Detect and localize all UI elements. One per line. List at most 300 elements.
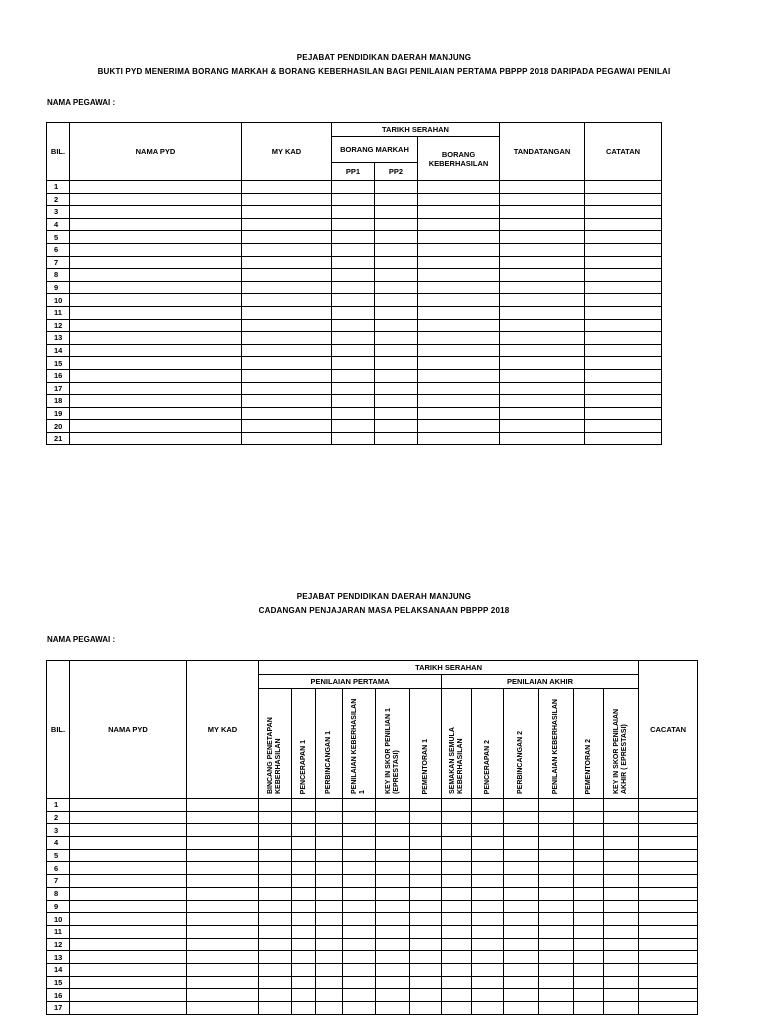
form2-entry-cell[interactable] [639,849,698,862]
form2-entry-cell[interactable] [316,811,343,824]
form1-entry-cell[interactable] [70,256,242,269]
form2-entry-cell[interactable] [574,811,604,824]
form2-entry-cell[interactable] [376,887,410,900]
form1-entry-cell[interactable] [242,382,332,395]
form2-entry-cell[interactable] [376,913,410,926]
form1-entry-cell[interactable] [375,420,418,433]
form1-entry-cell[interactable] [500,332,585,345]
form2-entry-cell[interactable] [410,925,442,938]
form2-entry-cell[interactable] [539,913,574,926]
form1-entry-cell[interactable] [585,231,662,244]
form2-entry-cell[interactable] [70,989,187,1002]
form2-entry-cell[interactable] [442,900,472,913]
form2-entry-cell[interactable] [539,976,574,989]
form2-entry-cell[interactable] [292,811,316,824]
form2-entry-cell[interactable] [472,824,504,837]
form2-entry-cell[interactable] [343,837,376,850]
form1-entry-cell[interactable] [375,382,418,395]
form1-entry-cell[interactable] [418,357,500,370]
form2-entry-cell[interactable] [604,849,639,862]
form1-entry-cell[interactable] [585,218,662,231]
form2-entry-cell[interactable] [292,837,316,850]
form2-entry-cell[interactable] [259,837,292,850]
form2-entry-cell[interactable] [539,989,574,1002]
form2-entry-cell[interactable] [442,837,472,850]
form2-entry-cell[interactable] [639,963,698,976]
form1-entry-cell[interactable] [585,206,662,219]
form1-entry-cell[interactable] [418,243,500,256]
form1-entry-cell[interactable] [332,420,375,433]
form2-entry-cell[interactable] [410,900,442,913]
form2-entry-cell[interactable] [539,938,574,951]
form1-entry-cell[interactable] [70,281,242,294]
form1-entry-cell[interactable] [332,407,375,420]
form2-entry-cell[interactable] [376,875,410,888]
form2-entry-cell[interactable] [343,824,376,837]
form1-entry-cell[interactable] [585,395,662,408]
form2-entry-cell[interactable] [639,989,698,1002]
form2-entry-cell[interactable] [442,887,472,900]
form2-entry-cell[interactable] [574,913,604,926]
form2-entry-cell[interactable] [292,938,316,951]
form1-entry-cell[interactable] [242,193,332,206]
form2-entry-cell[interactable] [442,989,472,1002]
form2-entry-cell[interactable] [187,837,259,850]
form1-entry-cell[interactable] [242,319,332,332]
form1-entry-cell[interactable] [418,206,500,219]
form1-entry-cell[interactable] [242,395,332,408]
form2-entry-cell[interactable] [292,900,316,913]
form2-entry-cell[interactable] [316,875,343,888]
form1-entry-cell[interactable] [70,432,242,445]
form2-entry-cell[interactable] [574,976,604,989]
form1-entry-cell[interactable] [418,306,500,319]
form2-entry-cell[interactable] [187,951,259,964]
form1-entry-cell[interactable] [332,256,375,269]
form2-entry-cell[interactable] [70,849,187,862]
form2-entry-cell[interactable] [343,963,376,976]
form1-entry-cell[interactable] [332,344,375,357]
form2-entry-cell[interactable] [639,951,698,964]
form2-entry-cell[interactable] [376,925,410,938]
form1-entry-cell[interactable] [242,256,332,269]
form2-entry-cell[interactable] [472,951,504,964]
form2-entry-cell[interactable] [316,913,343,926]
form1-entry-cell[interactable] [70,231,242,244]
form2-entry-cell[interactable] [442,925,472,938]
form1-entry-cell[interactable] [242,243,332,256]
form2-entry-cell[interactable] [472,900,504,913]
form2-entry-cell[interactable] [604,837,639,850]
form2-entry-cell[interactable] [292,849,316,862]
form2-entry-cell[interactable] [259,925,292,938]
form2-entry-cell[interactable] [472,938,504,951]
form2-entry-cell[interactable] [316,849,343,862]
form1-entry-cell[interactable] [70,407,242,420]
form2-entry-cell[interactable] [259,963,292,976]
form1-entry-cell[interactable] [70,332,242,345]
form1-entry-cell[interactable] [500,269,585,282]
form2-entry-cell[interactable] [639,799,698,812]
form1-entry-cell[interactable] [418,432,500,445]
form2-entry-cell[interactable] [639,1002,698,1015]
form2-entry-cell[interactable] [639,900,698,913]
form1-entry-cell[interactable] [242,369,332,382]
form1-entry-cell[interactable] [332,369,375,382]
form1-entry-cell[interactable] [332,357,375,370]
form1-entry-cell[interactable] [70,382,242,395]
form1-entry-cell[interactable] [70,306,242,319]
form1-entry-cell[interactable] [585,420,662,433]
form1-entry-cell[interactable] [242,294,332,307]
form2-entry-cell[interactable] [574,887,604,900]
form2-entry-cell[interactable] [292,976,316,989]
form2-entry-cell[interactable] [292,887,316,900]
form1-entry-cell[interactable] [375,332,418,345]
form2-entry-cell[interactable] [410,811,442,824]
form2-entry-cell[interactable] [410,989,442,1002]
form1-entry-cell[interactable] [332,181,375,194]
form1-entry-cell[interactable] [375,218,418,231]
form2-entry-cell[interactable] [343,925,376,938]
form2-entry-cell[interactable] [316,887,343,900]
form1-entry-cell[interactable] [375,231,418,244]
form1-entry-cell[interactable] [585,357,662,370]
form2-entry-cell[interactable] [639,887,698,900]
form2-entry-cell[interactable] [504,799,539,812]
form2-entry-cell[interactable] [316,925,343,938]
form1-entry-cell[interactable] [70,344,242,357]
form2-entry-cell[interactable] [472,887,504,900]
form2-entry-cell[interactable] [639,811,698,824]
form2-entry-cell[interactable] [504,913,539,926]
form1-entry-cell[interactable] [418,332,500,345]
form2-entry-cell[interactable] [639,875,698,888]
form2-entry-cell[interactable] [187,862,259,875]
form2-entry-cell[interactable] [539,875,574,888]
form2-entry-cell[interactable] [410,963,442,976]
form1-entry-cell[interactable] [375,269,418,282]
form1-entry-cell[interactable] [375,357,418,370]
form2-entry-cell[interactable] [376,799,410,812]
form2-entry-cell[interactable] [574,951,604,964]
form1-entry-cell[interactable] [585,181,662,194]
form1-entry-cell[interactable] [70,357,242,370]
form1-entry-cell[interactable] [585,256,662,269]
form2-entry-cell[interactable] [504,963,539,976]
form2-entry-cell[interactable] [376,849,410,862]
form2-entry-cell[interactable] [70,1002,187,1015]
form2-entry-cell[interactable] [504,811,539,824]
form2-entry-cell[interactable] [187,938,259,951]
form2-entry-cell[interactable] [187,849,259,862]
form2-entry-cell[interactable] [70,824,187,837]
form1-entry-cell[interactable] [585,281,662,294]
form1-entry-cell[interactable] [585,269,662,282]
form2-entry-cell[interactable] [442,849,472,862]
form2-entry-cell[interactable] [410,799,442,812]
form2-entry-cell[interactable] [604,989,639,1002]
form2-entry-cell[interactable] [410,824,442,837]
form2-entry-cell[interactable] [70,900,187,913]
form1-entry-cell[interactable] [500,306,585,319]
form2-entry-cell[interactable] [259,913,292,926]
form2-entry-cell[interactable] [539,1002,574,1015]
form2-entry-cell[interactable] [639,938,698,951]
form2-entry-cell[interactable] [604,862,639,875]
form2-entry-cell[interactable] [472,913,504,926]
form2-entry-cell[interactable] [504,938,539,951]
form1-entry-cell[interactable] [375,181,418,194]
form1-entry-cell[interactable] [242,218,332,231]
form2-entry-cell[interactable] [442,938,472,951]
form2-entry-cell[interactable] [376,824,410,837]
form2-entry-cell[interactable] [639,862,698,875]
form2-entry-cell[interactable] [472,976,504,989]
form1-entry-cell[interactable] [332,382,375,395]
form2-entry-cell[interactable] [539,824,574,837]
form2-entry-cell[interactable] [259,938,292,951]
form2-entry-cell[interactable] [410,938,442,951]
form1-entry-cell[interactable] [500,218,585,231]
form2-entry-cell[interactable] [539,811,574,824]
form1-entry-cell[interactable] [500,281,585,294]
form2-entry-cell[interactable] [376,951,410,964]
form2-entry-cell[interactable] [316,1002,343,1015]
form1-entry-cell[interactable] [500,395,585,408]
form1-entry-cell[interactable] [500,193,585,206]
form2-entry-cell[interactable] [574,900,604,913]
form2-entry-cell[interactable] [442,963,472,976]
form1-entry-cell[interactable] [70,269,242,282]
form2-entry-cell[interactable] [639,837,698,850]
form2-entry-cell[interactable] [604,951,639,964]
form2-entry-cell[interactable] [639,925,698,938]
form2-entry-cell[interactable] [504,862,539,875]
form2-entry-cell[interactable] [187,799,259,812]
form2-entry-cell[interactable] [504,849,539,862]
form1-entry-cell[interactable] [585,319,662,332]
form2-entry-cell[interactable] [70,925,187,938]
form1-entry-cell[interactable] [375,344,418,357]
form2-entry-cell[interactable] [343,862,376,875]
form2-entry-cell[interactable] [376,811,410,824]
form1-entry-cell[interactable] [70,395,242,408]
form2-entry-cell[interactable] [187,824,259,837]
form2-entry-cell[interactable] [604,976,639,989]
form2-entry-cell[interactable] [604,875,639,888]
form2-entry-cell[interactable] [604,938,639,951]
form2-entry-cell[interactable] [259,849,292,862]
form2-entry-cell[interactable] [70,976,187,989]
form2-entry-cell[interactable] [472,811,504,824]
form1-entry-cell[interactable] [70,243,242,256]
form1-entry-cell[interactable] [418,181,500,194]
form2-entry-cell[interactable] [292,875,316,888]
form2-entry-cell[interactable] [259,1002,292,1015]
form1-entry-cell[interactable] [585,243,662,256]
form1-entry-cell[interactable] [242,407,332,420]
form1-entry-cell[interactable] [375,319,418,332]
form2-entry-cell[interactable] [472,963,504,976]
form1-entry-cell[interactable] [242,357,332,370]
form2-entry-cell[interactable] [316,938,343,951]
form2-entry-cell[interactable] [504,824,539,837]
form2-entry-cell[interactable] [259,811,292,824]
form2-entry-cell[interactable] [187,875,259,888]
form1-entry-cell[interactable] [500,294,585,307]
form1-entry-cell[interactable] [375,256,418,269]
form2-entry-cell[interactable] [574,938,604,951]
form2-entry-cell[interactable] [343,938,376,951]
form2-entry-cell[interactable] [472,989,504,1002]
form1-entry-cell[interactable] [242,344,332,357]
form1-entry-cell[interactable] [500,206,585,219]
form1-entry-cell[interactable] [375,369,418,382]
form2-entry-cell[interactable] [442,1002,472,1015]
form2-entry-cell[interactable] [316,837,343,850]
form2-entry-cell[interactable] [442,824,472,837]
form2-entry-cell[interactable] [316,989,343,1002]
form2-entry-cell[interactable] [604,824,639,837]
form1-entry-cell[interactable] [375,206,418,219]
form1-entry-cell[interactable] [418,281,500,294]
form2-entry-cell[interactable] [472,849,504,862]
form2-entry-cell[interactable] [574,1002,604,1015]
form1-entry-cell[interactable] [500,256,585,269]
form2-entry-cell[interactable] [292,1002,316,1015]
form1-entry-cell[interactable] [500,181,585,194]
form2-entry-cell[interactable] [639,976,698,989]
form2-entry-cell[interactable] [604,963,639,976]
form1-entry-cell[interactable] [70,369,242,382]
form2-entry-cell[interactable] [70,837,187,850]
form2-entry-cell[interactable] [472,837,504,850]
form2-entry-cell[interactable] [376,989,410,1002]
form2-entry-cell[interactable] [70,951,187,964]
form2-entry-cell[interactable] [316,976,343,989]
form2-entry-cell[interactable] [187,900,259,913]
form2-entry-cell[interactable] [504,875,539,888]
form2-entry-cell[interactable] [259,887,292,900]
form1-entry-cell[interactable] [418,193,500,206]
form2-entry-cell[interactable] [442,976,472,989]
form2-entry-cell[interactable] [604,900,639,913]
form2-entry-cell[interactable] [292,862,316,875]
form1-entry-cell[interactable] [585,432,662,445]
form2-entry-cell[interactable] [539,925,574,938]
form2-entry-cell[interactable] [376,963,410,976]
form2-entry-cell[interactable] [472,799,504,812]
form2-entry-cell[interactable] [504,1002,539,1015]
form2-entry-cell[interactable] [604,1002,639,1015]
form1-entry-cell[interactable] [375,432,418,445]
form2-entry-cell[interactable] [410,976,442,989]
form2-entry-cell[interactable] [574,862,604,875]
form1-entry-cell[interactable] [500,407,585,420]
form2-entry-cell[interactable] [187,925,259,938]
form2-entry-cell[interactable] [70,875,187,888]
form2-entry-cell[interactable] [259,900,292,913]
form1-entry-cell[interactable] [585,193,662,206]
form2-entry-cell[interactable] [574,875,604,888]
form1-entry-cell[interactable] [585,344,662,357]
form2-entry-cell[interactable] [410,887,442,900]
form1-entry-cell[interactable] [375,294,418,307]
form2-entry-cell[interactable] [539,799,574,812]
form1-entry-cell[interactable] [70,206,242,219]
form1-entry-cell[interactable] [418,344,500,357]
form1-entry-cell[interactable] [332,206,375,219]
form1-entry-cell[interactable] [332,332,375,345]
form2-entry-cell[interactable] [259,989,292,1002]
form2-entry-cell[interactable] [292,799,316,812]
form2-entry-cell[interactable] [343,799,376,812]
form2-entry-cell[interactable] [376,938,410,951]
form1-entry-cell[interactable] [70,181,242,194]
form1-entry-cell[interactable] [418,218,500,231]
form2-entry-cell[interactable] [343,887,376,900]
form1-entry-cell[interactable] [500,369,585,382]
form1-entry-cell[interactable] [500,382,585,395]
form2-entry-cell[interactable] [292,913,316,926]
form1-entry-cell[interactable] [500,243,585,256]
form2-entry-cell[interactable] [639,913,698,926]
form2-entry-cell[interactable] [504,925,539,938]
form1-entry-cell[interactable] [375,281,418,294]
form1-entry-cell[interactable] [70,294,242,307]
form1-entry-cell[interactable] [418,269,500,282]
form2-entry-cell[interactable] [187,913,259,926]
form1-entry-cell[interactable] [500,344,585,357]
form2-entry-cell[interactable] [472,925,504,938]
form2-entry-cell[interactable] [574,837,604,850]
form1-entry-cell[interactable] [70,218,242,231]
form1-entry-cell[interactable] [418,382,500,395]
form2-entry-cell[interactable] [187,963,259,976]
form2-entry-cell[interactable] [574,925,604,938]
form2-entry-cell[interactable] [410,1002,442,1015]
form2-entry-cell[interactable] [259,824,292,837]
form2-entry-cell[interactable] [504,989,539,1002]
form1-entry-cell[interactable] [332,319,375,332]
form1-entry-cell[interactable] [242,231,332,244]
form1-entry-cell[interactable] [418,319,500,332]
form2-entry-cell[interactable] [70,938,187,951]
form2-entry-cell[interactable] [376,862,410,875]
form2-entry-cell[interactable] [259,875,292,888]
form2-entry-cell[interactable] [604,799,639,812]
form2-entry-cell[interactable] [604,887,639,900]
form1-entry-cell[interactable] [375,407,418,420]
form2-entry-cell[interactable] [70,862,187,875]
form1-entry-cell[interactable] [418,407,500,420]
form2-entry-cell[interactable] [574,849,604,862]
form2-entry-cell[interactable] [442,799,472,812]
form2-entry-cell[interactable] [376,900,410,913]
form1-entry-cell[interactable] [418,256,500,269]
form2-entry-cell[interactable] [343,811,376,824]
form2-entry-cell[interactable] [292,963,316,976]
form2-entry-cell[interactable] [187,1002,259,1015]
form1-entry-cell[interactable] [585,382,662,395]
form2-entry-cell[interactable] [442,951,472,964]
form1-entry-cell[interactable] [242,281,332,294]
form2-entry-cell[interactable] [376,976,410,989]
form2-entry-cell[interactable] [604,811,639,824]
form1-entry-cell[interactable] [332,269,375,282]
form2-entry-cell[interactable] [70,887,187,900]
